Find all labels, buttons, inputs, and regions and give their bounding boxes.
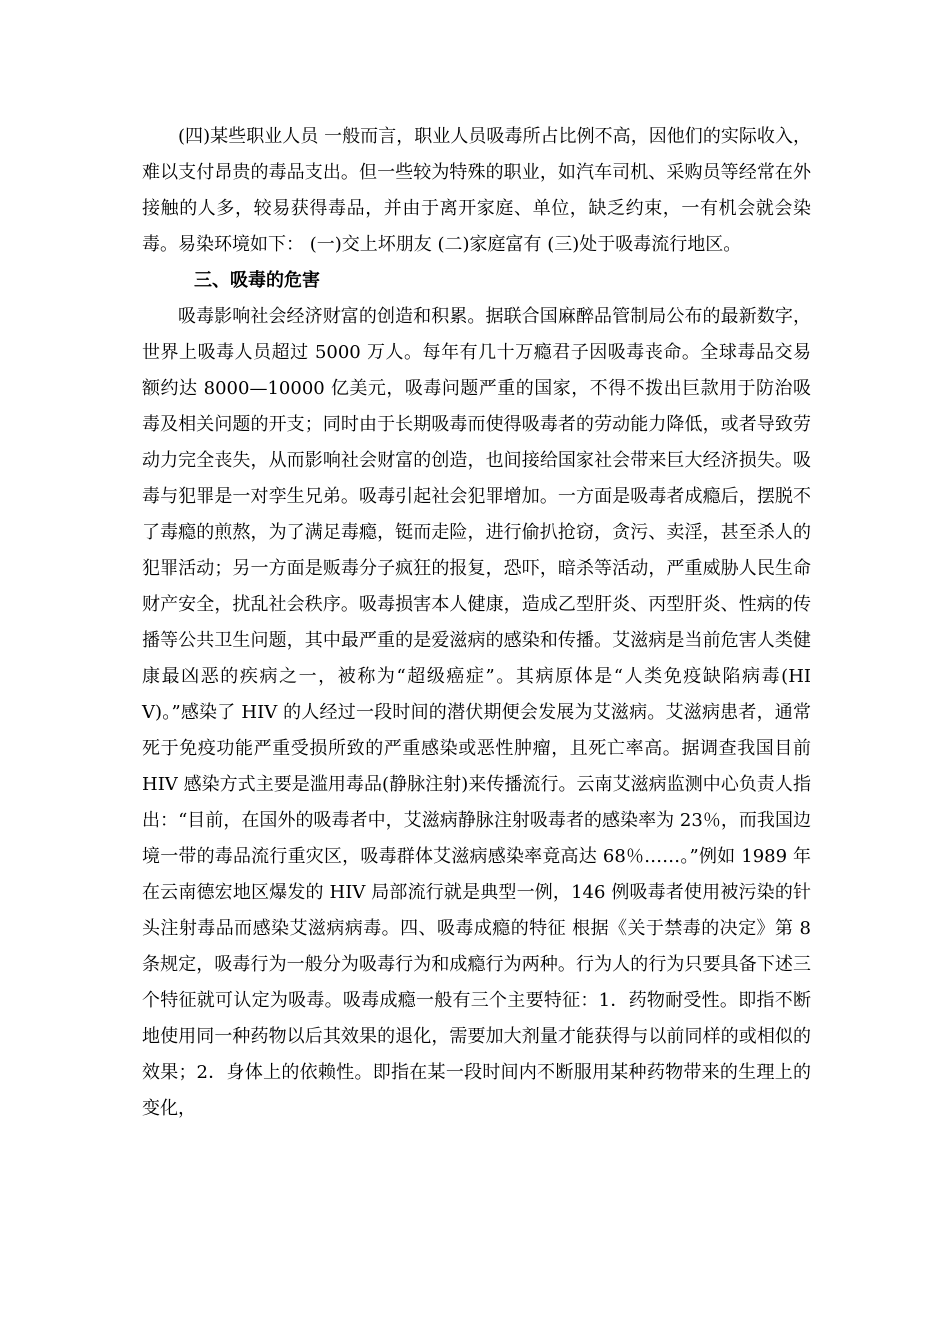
paragraph-harms-of-drugs: 吸毒影响社会经济财富的创造和积累。据联合国麻醉品管制局公布的最新数字，世界上吸毒人员超过 5000 万人。每年有几十万瘾君子因吸毒丧命。全球毒品交易额约达 8000—10000 亿美元，吸毒问题严重的国家，不得不拨出巨款用于防治吸毒及相关问题的开支；同时由于长期吸毒而使得吸毒者的劳动能力降低，或者导致劳动力完全丧失，从而影响社会财富的创造，也间接给国家社会带来巨大经济损失。吸毒与犯罪是一对孪生兄弟。吸毒引起社会犯罪增加。一方面是吸毒者成瘾后，摆脱不了毒瘾的煎熬，为了满足毒瘾，铤而走险，进行偷扒抢窃，贪污、卖淫，甚至杀人的犯罪活动；另一方面是贩毒分子疯狂的报复，恐吓，暗杀等活动，严重威胁人民生命财产安全，扰乱社会秩序。吸毒损害本人健康，造成乙型肝炎、丙型肝炎、性病的传播等公共卫生问题，其中最严重的是爱滋病的感染和传播。艾滋病是当前危害人类健康最凶恶的疾病之一，被称为“超级癌症”。其病原体是“人类免疫缺陷病毒(HIV)。”感染了 HIV 的人经过一段时间的潜伏期便会发展为艾滋病。艾滋病患者，通常死于免疫功能严重受损所致的严重感染或恶性肿瘤，且死亡率高。据调查我国目前 HIV 感染方式主要是滥用毒品(静脉注射)来传播流行。云南艾滋病监测中心负责人指出：“目前，在国外的吸毒者中，艾滋病静脉注射吸毒者的感染率为 23％，而我国边境一带的毒品流行重灾区，吸毒群体艾滋病感染率竟高达 68％……。”例如 1989 年在云南德宏地区爆发的 HIV 局部流行就是典型一例，146 例吸毒者使用被污染的针头注射毒品而感染艾滋病病毒。四、吸毒成瘾的特征 根据《关于禁毒的决定》第 8 条规定，吸毒行为一般分为吸毒行为和成瘾行为两种。行为人的行为只要具备下述三个特征就可认定为吸毒。吸毒成瘾一般有三个主要特征：1．药物耐受性。即指不断地使用同一种药物以后其效果的退化，需要加大剂量才能获得与以前同样的或相似的效果；2．身体上的依赖性。即指在某一段时间内不断服用某种药物带来的生理上的变化，	[142, 306, 811, 1119]
paragraph-occupational-groups: (四)某些职业人员 一般而言，职业人员吸毒所占比例不高，因他们的实际收入，难以支付昂贵的毒品支出。但一些较为特殊的职业，如汽车司机、采购员等经常在外接触的人多，较易获得毒品，并由于离开家庭、单位，缺乏约束，一有机会就会染毒。易染环境如下： (一)交上坏朋友 (二)家庭富有 (三)处于吸毒流行地区。	[142, 126, 811, 255]
section-heading-harms: 三、吸毒的危害	[194, 270, 320, 291]
